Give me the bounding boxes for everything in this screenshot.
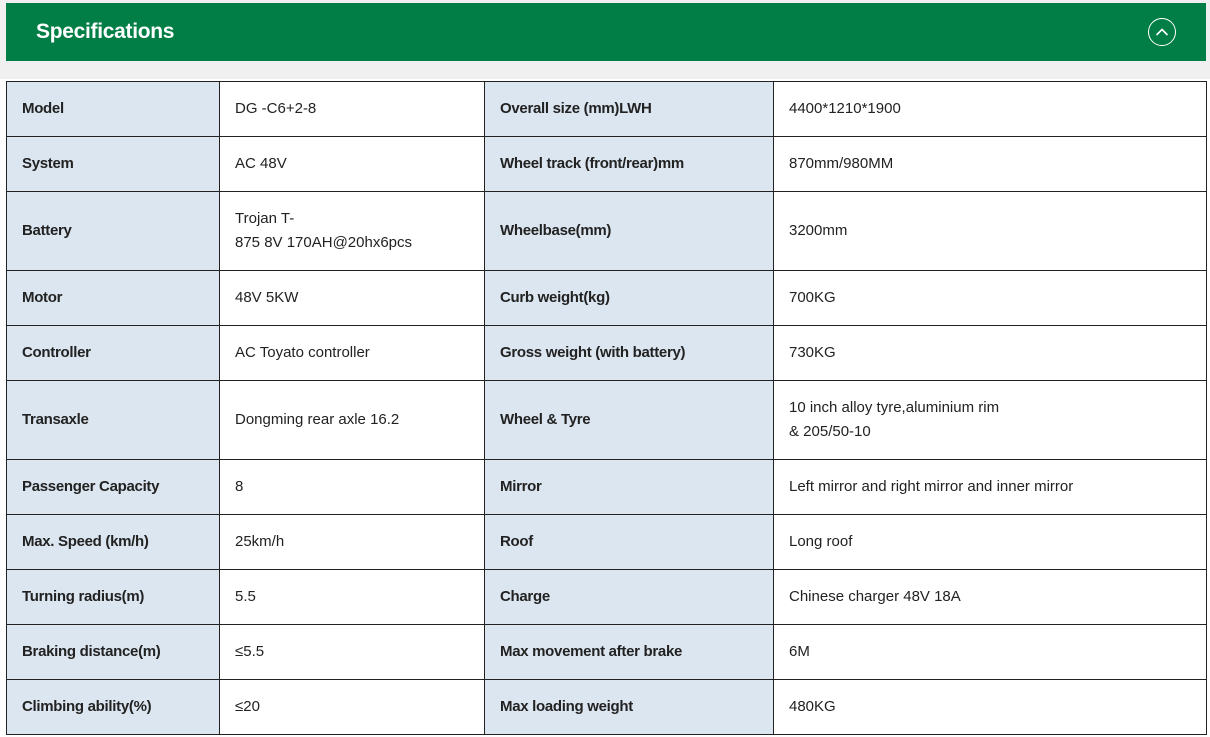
table-row (7, 515, 1207, 570)
spec-label: Mirror (485, 460, 774, 515)
spec-label: Curb weight(kg) (485, 271, 774, 326)
spec-value: Trojan T- 875 8V 170AH@20hx6pcs (220, 192, 485, 271)
spec-label: Overall size (mm)LWH (485, 82, 774, 137)
spec-label: Gross weight (with battery) (485, 326, 774, 381)
spec-value: 870mm/980MM (774, 137, 1207, 192)
spec-value: Left mirror and right mirror and inner mirror (774, 460, 1207, 515)
spec-label: Charge (485, 570, 774, 625)
specifications-table (6, 81, 1207, 735)
spec-label: Passenger Capacity (7, 460, 220, 515)
spec-value: ≤20 (220, 680, 485, 735)
spec-label: Braking distance(m) (7, 625, 220, 680)
spec-value: AC Toyato controller (220, 326, 485, 381)
table-row (7, 570, 1207, 625)
spec-value: ≤5.5 (220, 625, 485, 680)
spec-value: Dongming rear axle 16.2 (220, 381, 485, 460)
spec-value: 48V 5KW (220, 271, 485, 326)
spec-value: 730KG (774, 326, 1207, 381)
table-row (7, 82, 1207, 137)
spec-value: Long roof (774, 515, 1207, 570)
spec-label: Climbing ability(%) (7, 680, 220, 735)
spec-value: Chinese charger 48V 18A (774, 570, 1207, 625)
spec-label: Transaxle (7, 381, 220, 460)
spec-value: 3200mm (774, 192, 1207, 271)
spec-label: Turning radius(m) (7, 570, 220, 625)
table-row (7, 381, 1207, 460)
spec-value: DG -C6+2-8 (220, 82, 485, 137)
spec-label: Roof (485, 515, 774, 570)
spec-value: AC 48V (220, 137, 485, 192)
specifications-panel (0, 79, 1210, 737)
spec-value: 6M (774, 625, 1207, 680)
section-title: Specifications (36, 20, 175, 43)
chevron-up-icon (1155, 27, 1169, 37)
table-row (7, 625, 1207, 680)
specifications-header[interactable] (6, 3, 1206, 61)
spec-label: Wheelbase(mm) (485, 192, 774, 271)
spec-label: Max. Speed (km/h) (7, 515, 220, 570)
spec-value: 480KG (774, 680, 1207, 735)
table-row (7, 192, 1207, 271)
spec-label: Wheel & Tyre (485, 381, 774, 460)
spec-label: Wheel track (front/rear)mm (485, 137, 774, 192)
table-row (7, 137, 1207, 192)
table-row (7, 680, 1207, 735)
collapse-button[interactable] (1148, 18, 1176, 46)
spec-value: 8 (220, 460, 485, 515)
spec-label: Motor (7, 271, 220, 326)
spec-label: Max loading weight (485, 680, 774, 735)
spec-value: 5.5 (220, 570, 485, 625)
spec-label: System (7, 137, 220, 192)
spec-label: Battery (7, 192, 220, 271)
spec-label: Model (7, 82, 220, 137)
spec-label: Controller (7, 326, 220, 381)
spec-label: Max movement after brake (485, 625, 774, 680)
table-row (7, 326, 1207, 381)
table-row (7, 460, 1207, 515)
spec-value: 25km/h (220, 515, 485, 570)
table-row (7, 271, 1207, 326)
spec-value: 700KG (774, 271, 1207, 326)
spec-value: 10 inch alloy tyre,aluminium rim & 205/50-10 (774, 381, 1207, 460)
spec-value: 4400*1210*1900 (774, 82, 1207, 137)
